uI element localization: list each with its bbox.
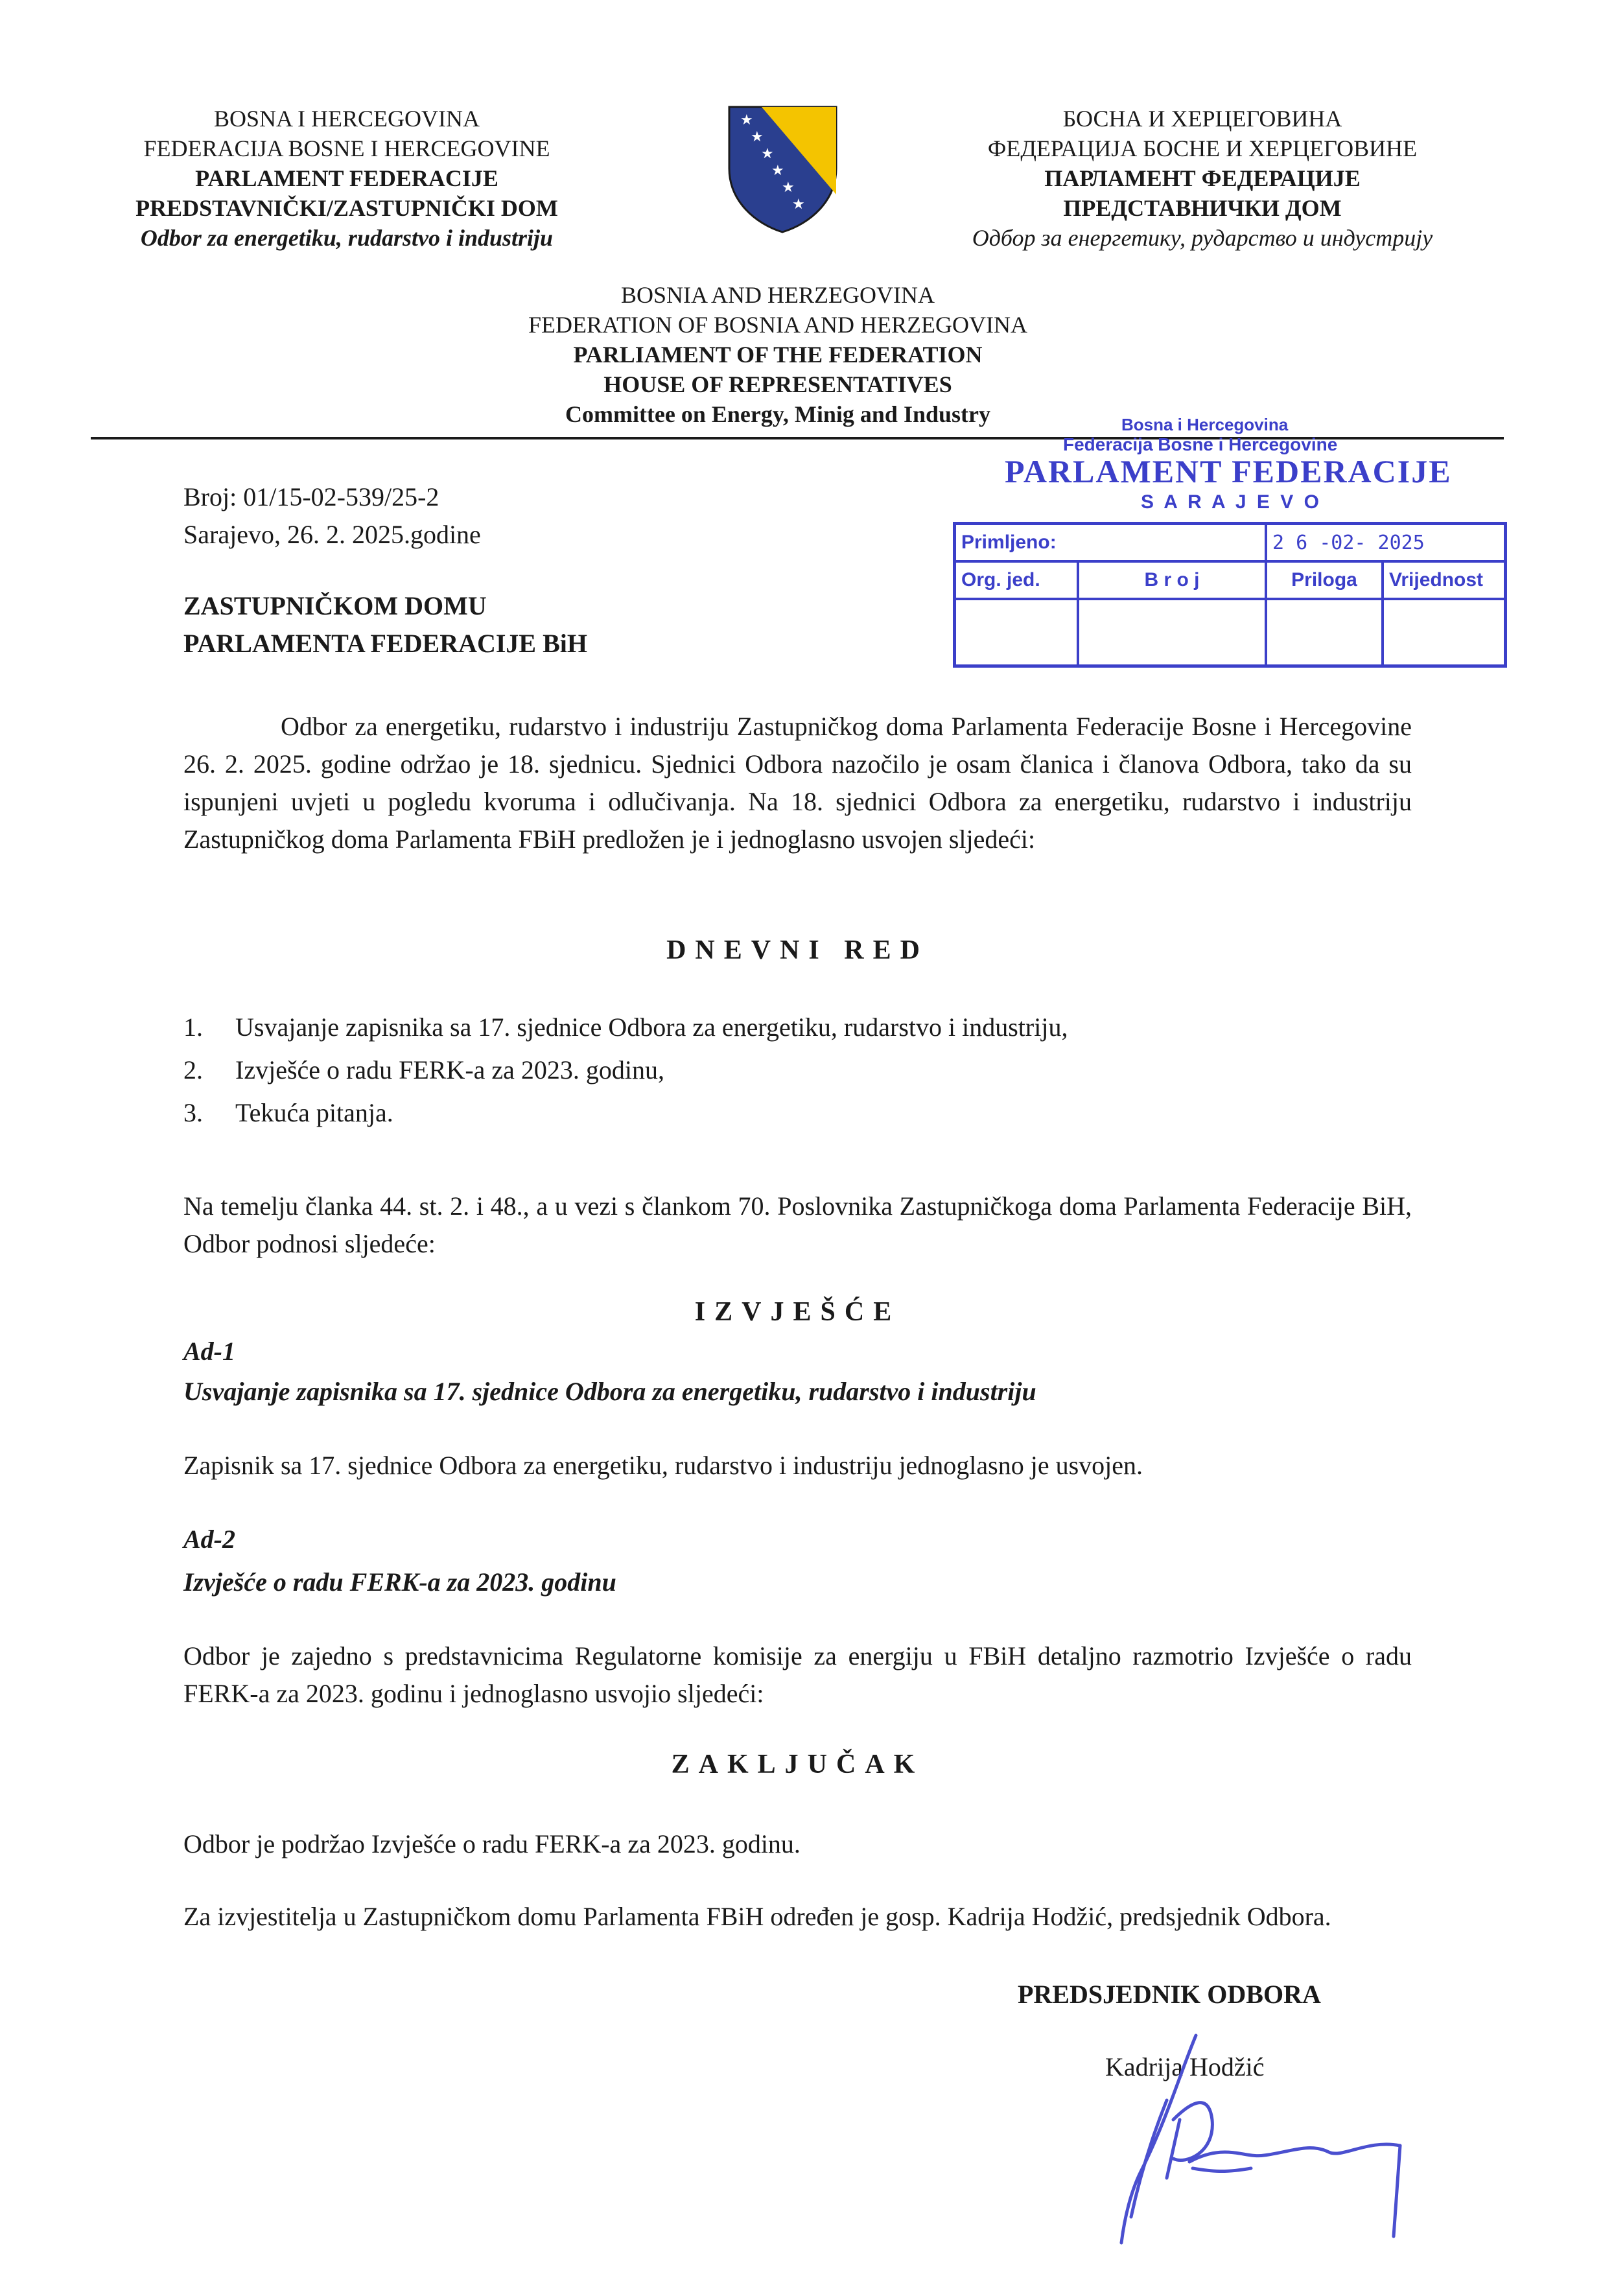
intro-paragraph xyxy=(183,708,1412,858)
stamp-table xyxy=(953,522,1507,668)
agenda-text: Usvajanje zapisnika sa 17. sjednice Odbora za energetiku, rudarstvo i industriju, xyxy=(235,1013,1068,1042)
received-stamp xyxy=(953,415,1510,687)
header-left xyxy=(97,104,596,253)
svg-text:★: ★ xyxy=(740,111,753,128)
stamp-col-vrijednost: Vrijednost xyxy=(1383,561,1506,599)
signature-name: Kadrija Hodžić xyxy=(1105,2052,1265,2081)
agenda-list xyxy=(183,1009,1412,1132)
stamp-cell-empty xyxy=(1078,599,1266,666)
header-right-line2: ФЕДЕРАЦИЈА БОСНЕ И ХЕРЦЕГОВИНЕ xyxy=(987,135,1418,161)
header-left-line4: PREDSTAVNIČKI/ZASTUPNIČKI DOM xyxy=(135,195,558,221)
report-title: IZVJEŠĆE xyxy=(694,1297,901,1327)
header-right-line4: ПРЕДСТАВНИЧКИ ДОМ xyxy=(1063,195,1342,221)
stamp-cell-empty xyxy=(955,599,1079,666)
ad2-text: Odbor je zajedno s predstavnicima Regulatorne komisije za energiju u FBiH detaljno razmotrio Izvješće o radu FERK-a za 2023. godinu i jednoglasno usvojio sljedeći: xyxy=(183,1641,1412,1708)
stamp-col-org: Org. jed. xyxy=(955,561,1079,599)
svg-text:★: ★ xyxy=(761,145,774,161)
coat-of-arms-icon xyxy=(726,104,839,233)
header-right xyxy=(927,104,1478,253)
recipient-line1: ZASTUPNIČKOM DOMU xyxy=(183,591,487,620)
list-item xyxy=(183,1094,1412,1132)
handwritten-signature xyxy=(1095,2022,1420,2256)
header-center-line3: PARLIAMENT OF THE FEDERATION xyxy=(573,342,983,368)
header-center-line5: Committee on Energy, Minig and Industry xyxy=(565,401,991,427)
ad1-text: Zapisnik sa 17. sjednice Odbora za energetiku, rudarstvo i industriju jednoglasno je usvojen. xyxy=(183,1451,1143,1480)
header-left-line3: PARLAMENT FEDERACIJE xyxy=(195,165,498,191)
intro-text: Odbor za energetiku, rudarstvo i industriju Zastupničkog doma Parlamenta Federacije Bosne i Hercegovine 26. 2. 2025. godine održao je 18. sjednicu. Sjednici Odbora nazočilo je osam članica i članova Odbora, tako da su ispunjeni uvjeti u pogledu kvoruma i odlučivanja. Na 18. sjednici Odbora za energetiku, rudarstvo i industriju Zastupničkog doma Parlamenta FBiH predložen je i jednoglasno usvojen sljedeći: xyxy=(183,712,1412,854)
header-right-line3: ПАРЛАМЕНТ ФЕДЕРАЦИЈЕ xyxy=(1044,165,1361,191)
header-left-line1: BOSNA I HERCEGOVINA xyxy=(213,106,480,132)
ad1-label: Ad-1 xyxy=(183,1337,235,1366)
conclusion-title: ZAKLJUČAK xyxy=(671,1750,924,1779)
ad2-title: Izvješće o radu FERK-a za 2023. godinu xyxy=(183,1567,616,1597)
basis-text: Na temelju članka 44. st. 2. i 48., a u vezi s člankom 70. Poslovnika Zastupničkoga doma Parlamenta Federacije BiH, Odbor podnosi sljedeće: xyxy=(183,1191,1412,1258)
conclusion-text: Odbor je podržao Izvješće o radu FERK-a za 2023. godinu. xyxy=(183,1829,801,1858)
agenda-num: 3. xyxy=(183,1098,203,1127)
stamp-cell-empty xyxy=(1383,599,1506,666)
header-center-line2: FEDERATION OF BOSNIA AND HERZEGOVINA xyxy=(528,312,1027,338)
recipient xyxy=(183,587,896,662)
agenda-num: 1. xyxy=(183,1013,203,1042)
stamp-received-date: 2 6 -02- 2025 xyxy=(1266,524,1506,562)
header-center-line4: HOUSE OF REPRESENTATIVES xyxy=(603,371,952,397)
header-center xyxy=(454,280,1102,429)
stamp-received-label: Primljeno: xyxy=(955,524,1267,562)
stamp-line2: Federacija Bosne i Hercegovine xyxy=(1063,434,1338,454)
agenda-text: Izvješće o radu FERK-a za 2023. godinu, xyxy=(235,1055,665,1084)
header-right-line1: БОСНА И ХЕРЦЕГОВИНА xyxy=(1062,106,1342,132)
header-right-line5: Одбор за енергетику, рударство и индустрију xyxy=(972,225,1433,251)
header-left-line5: Odbor za energetiku, rudarstvo i industriju xyxy=(140,225,554,251)
stamp-city: S A R A J E V O xyxy=(1141,491,1322,513)
ad2-label: Ad-2 xyxy=(183,1525,235,1554)
doc-number: Broj: 01/15-02-539/25-2 xyxy=(183,482,439,511)
basis-paragraph xyxy=(183,1188,1412,1263)
stamp-line1: Bosna i Hercegovina xyxy=(1121,415,1289,434)
stamp-cell-empty xyxy=(1266,599,1383,666)
list-item xyxy=(183,1051,1412,1089)
rapporteur-paragraph xyxy=(183,1898,1412,1936)
agenda-text: Tekuća pitanja. xyxy=(235,1098,393,1127)
rapporteur-text: Za izvjestitelja u Zastupničkom domu Parlamenta FBiH određen je gosp. Kadrija Hodžić, predsjednik Odbora. xyxy=(183,1902,1331,1931)
doc-date: Sarajevo, 26. 2. 2025.godine xyxy=(183,520,481,549)
signature-title: PREDSJEDNIK ODBORA xyxy=(1018,1980,1321,2009)
stamp-col-priloga: Priloga xyxy=(1266,561,1383,599)
svg-text:★: ★ xyxy=(792,196,805,212)
svg-text:★: ★ xyxy=(751,128,764,145)
ad2-paragraph xyxy=(183,1637,1412,1713)
ad1-title: Usvajanje zapisnika sa 17. sjednice Odbora za energetiku, rudarstvo i industriju xyxy=(183,1377,1036,1406)
svg-text:★: ★ xyxy=(782,179,795,195)
stamp-col-broj: B r o j xyxy=(1078,561,1266,599)
svg-text:★: ★ xyxy=(771,162,784,178)
doc-reference xyxy=(183,478,767,554)
agenda-title: DNEVNI RED xyxy=(666,935,929,965)
header-left-line2: FEDERACIJA BOSNE I HERCEGOVINE xyxy=(143,135,550,161)
list-item xyxy=(183,1009,1412,1046)
recipient-line2: PARLAMENTA FEDERACIJE BiH xyxy=(183,629,588,658)
stamp-title: PARLAMENT FEDERACIJE xyxy=(1005,453,1452,489)
header-center-line1: BOSNIA AND HERZEGOVINA xyxy=(621,282,935,308)
agenda-num: 2. xyxy=(183,1055,203,1084)
